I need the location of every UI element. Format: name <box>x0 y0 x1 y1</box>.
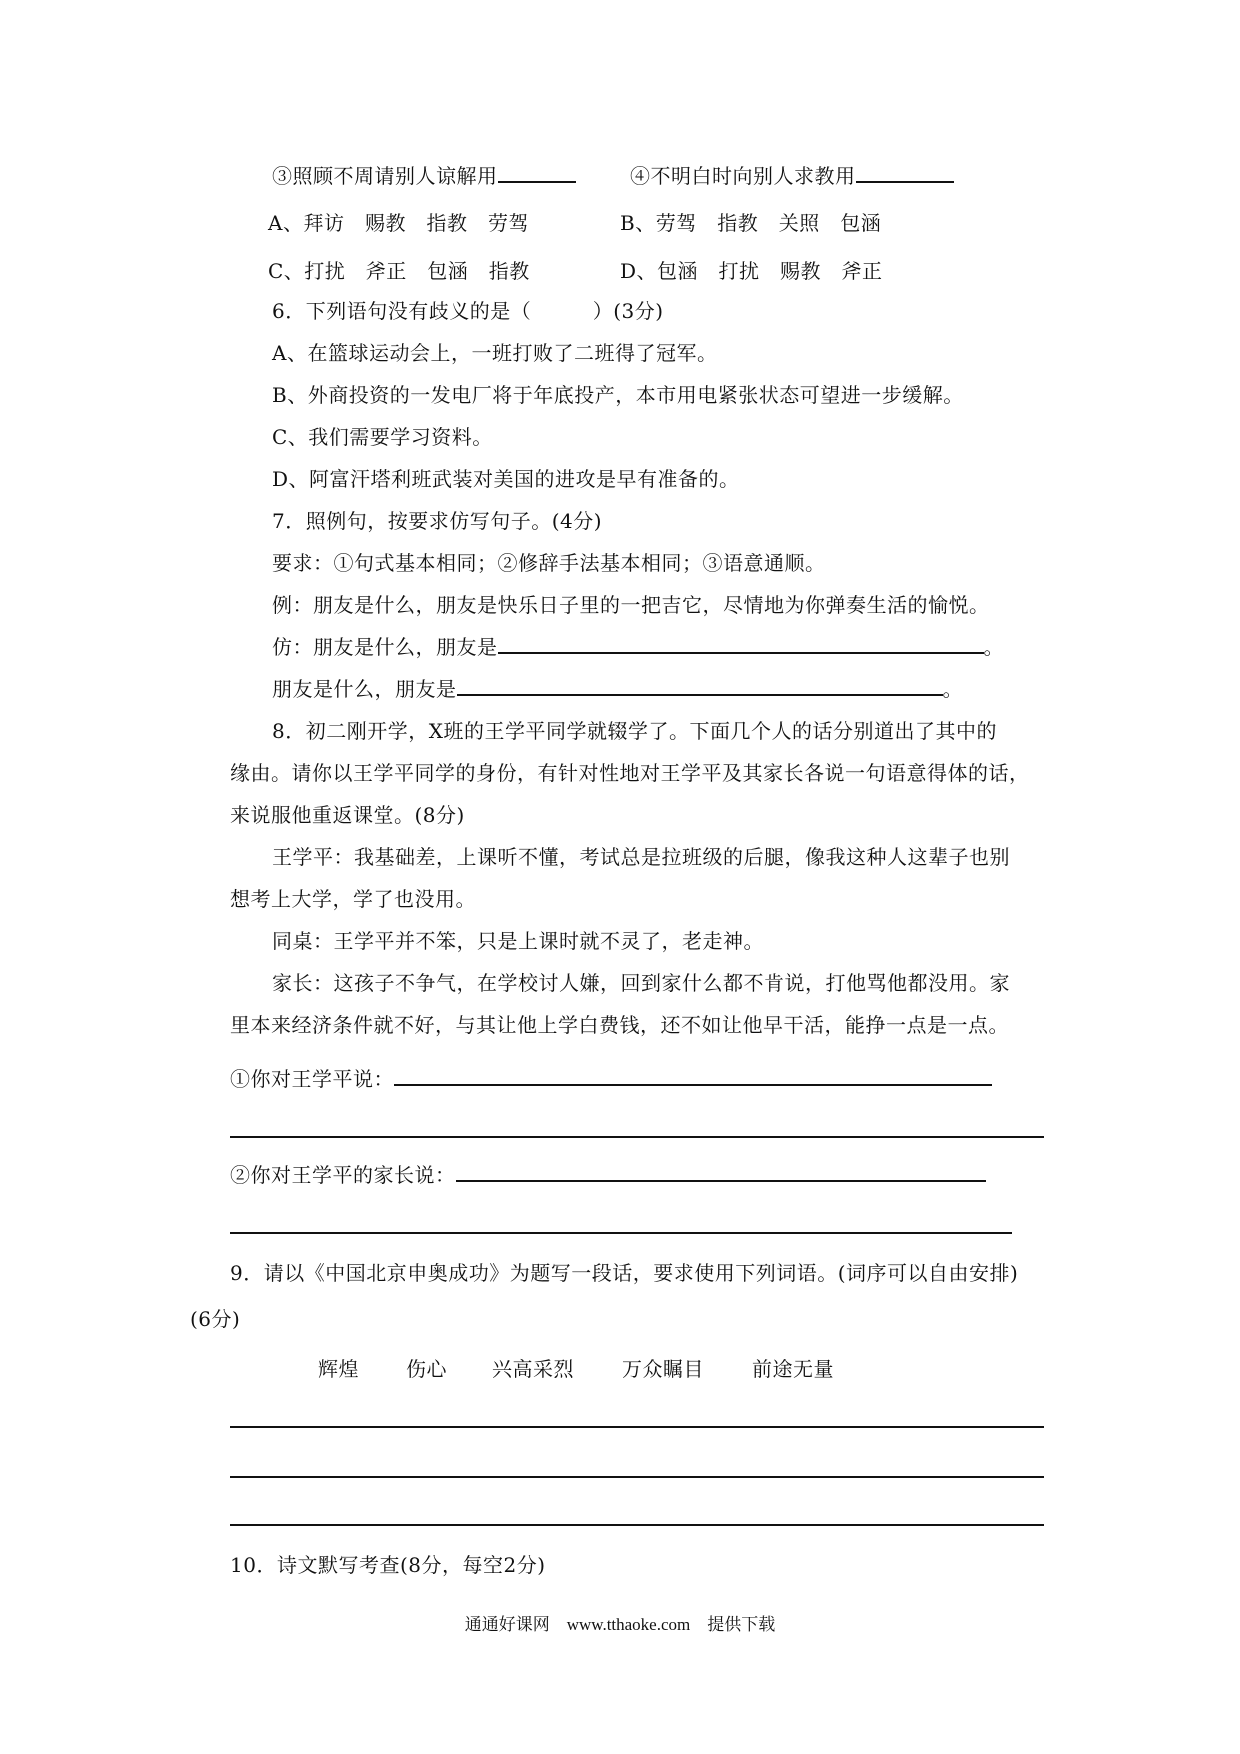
q9-word-5: 前途无量 <box>752 1357 834 1381</box>
q5-option-d: D、包涵 打扰 赐教 斧正 <box>620 259 883 283</box>
q8-wang-line-2: 想考上大学，学了也没用。 <box>230 887 476 911</box>
q5-item4-blank[interactable] <box>856 177 954 183</box>
q9-word-3: 兴高采烈 <box>492 1357 574 1381</box>
q6-option-a: A、在篮球运动会上，一班打败了二班得了冠军。 <box>272 341 718 365</box>
q5-item4-text: ④不明白时向别人求教用 <box>630 164 856 188</box>
q9-line-1: 9．请以《中国北京申奥成功》为题写一段话，要求使用下列词语。(词序可以自由安排) <box>230 1261 1019 1285</box>
q5-item4-line <box>630 161 954 191</box>
q8-answer-1-rule[interactable] <box>230 1136 1044 1138</box>
q5-item3-blank[interactable] <box>498 177 576 183</box>
q8-line-2: 缘由。请你以王学平同学的身份，有针对性地对王学平及其家长各说一句语意得体的话， <box>230 761 1030 785</box>
q5-option-c: C、打扰 斧正 包涵 指教 <box>268 259 530 283</box>
q6-option-d: D、阿富汗塔利班武装对美国的进攻是早有准备的。 <box>272 467 740 491</box>
q5-item3-line <box>272 161 576 191</box>
q9-answer-rule-1[interactable] <box>230 1426 1044 1428</box>
q7-stem: 7．照例句，按要求仿写句子。(4分) <box>272 509 603 533</box>
q9-word-1: 辉煌 <box>318 1357 359 1381</box>
q7-imitation-1-blank[interactable] <box>498 648 984 654</box>
q9-answer-rule-2[interactable] <box>230 1476 1044 1478</box>
q8-line-1: 8．初二刚开学，X班的王学平同学就辍学了。下面几个人的话分别道出了其中的 <box>272 719 997 743</box>
q7-imitation-2 <box>272 674 963 704</box>
q6-option-c: C、我们需要学习资料。 <box>272 425 493 449</box>
q7-imitation-2-text: 朋友是什么，朋友是 <box>272 677 457 701</box>
q9-word-2: 伤心 <box>406 1357 447 1381</box>
q8-answer-2-label: ②你对王学平的家长说： <box>230 1163 456 1187</box>
q10-stem: 10．诗文默写考查(8分，每空2分) <box>230 1553 546 1577</box>
q5-item3-text: ③照顾不周请别人谅解用 <box>272 164 498 188</box>
q8-answer-1-blank[interactable] <box>394 1080 992 1086</box>
q8-answer-2-rule[interactable] <box>230 1232 1012 1234</box>
page-footer: 通通好课网 www.tthaoke.com 提供下载 <box>464 1615 776 1634</box>
q7-example: 例：朋友是什么，朋友是快乐日子里的一把吉它，尽情地为你弹奏生活的愉悦。 <box>272 593 990 617</box>
q8-answer-1-label: ①你对王学平说： <box>230 1067 394 1091</box>
q5-option-b: B、劳驾 指教 关照 包涵 <box>620 211 882 235</box>
q7-imitation-1-period: 。 <box>983 635 1004 659</box>
q8-parent-line-2: 里本来经济条件就不好，与其让他上学白费钱，还不如让他早干活，能挣一点是一点。 <box>230 1013 1009 1037</box>
q9-answer-rule-3[interactable] <box>230 1524 1044 1526</box>
q6-stem: 6．下列语句没有歧义的是（ ）(3分) <box>272 299 664 323</box>
q9-word-4: 万众瞩目 <box>622 1357 704 1381</box>
q5-option-a: A、拜访 赐教 指教 劳驾 <box>268 211 529 235</box>
q8-deskmate: 同桌：王学平并不笨，只是上课时就不灵了，老走神。 <box>272 929 764 953</box>
q7-imitation-1-text: 仿：朋友是什么，朋友是 <box>272 635 498 659</box>
q7-requirements: 要求：①句式基本相同；②修辞手法基本相同；③语意通顺。 <box>272 551 826 575</box>
q8-answer-1-line <box>230 1064 992 1094</box>
q7-imitation-1 <box>272 632 1004 662</box>
q6-option-b: B、外商投资的一发电厂将于年底投产，本市用电紧张状态可望进一步缓解。 <box>272 383 964 407</box>
q8-parent-line-1: 家长：这孩子不争气，在学校讨人嫌，回到家什么都不肯说，打他骂他都没用。家 <box>272 971 1010 995</box>
q8-answer-2-line <box>230 1160 986 1190</box>
q8-wang-line-1: 王学平：我基础差，上课听不懂，考试总是拉班级的后腿，像我这种人这辈子也别 <box>272 845 1010 869</box>
q9-line-2: (6分) <box>190 1307 241 1331</box>
q7-imitation-2-period: 。 <box>942 677 963 701</box>
q8-answer-2-blank[interactable] <box>456 1176 986 1182</box>
q8-line-3: 来说服他重返课堂。(8分) <box>230 803 465 827</box>
q7-imitation-2-blank[interactable] <box>457 690 943 696</box>
